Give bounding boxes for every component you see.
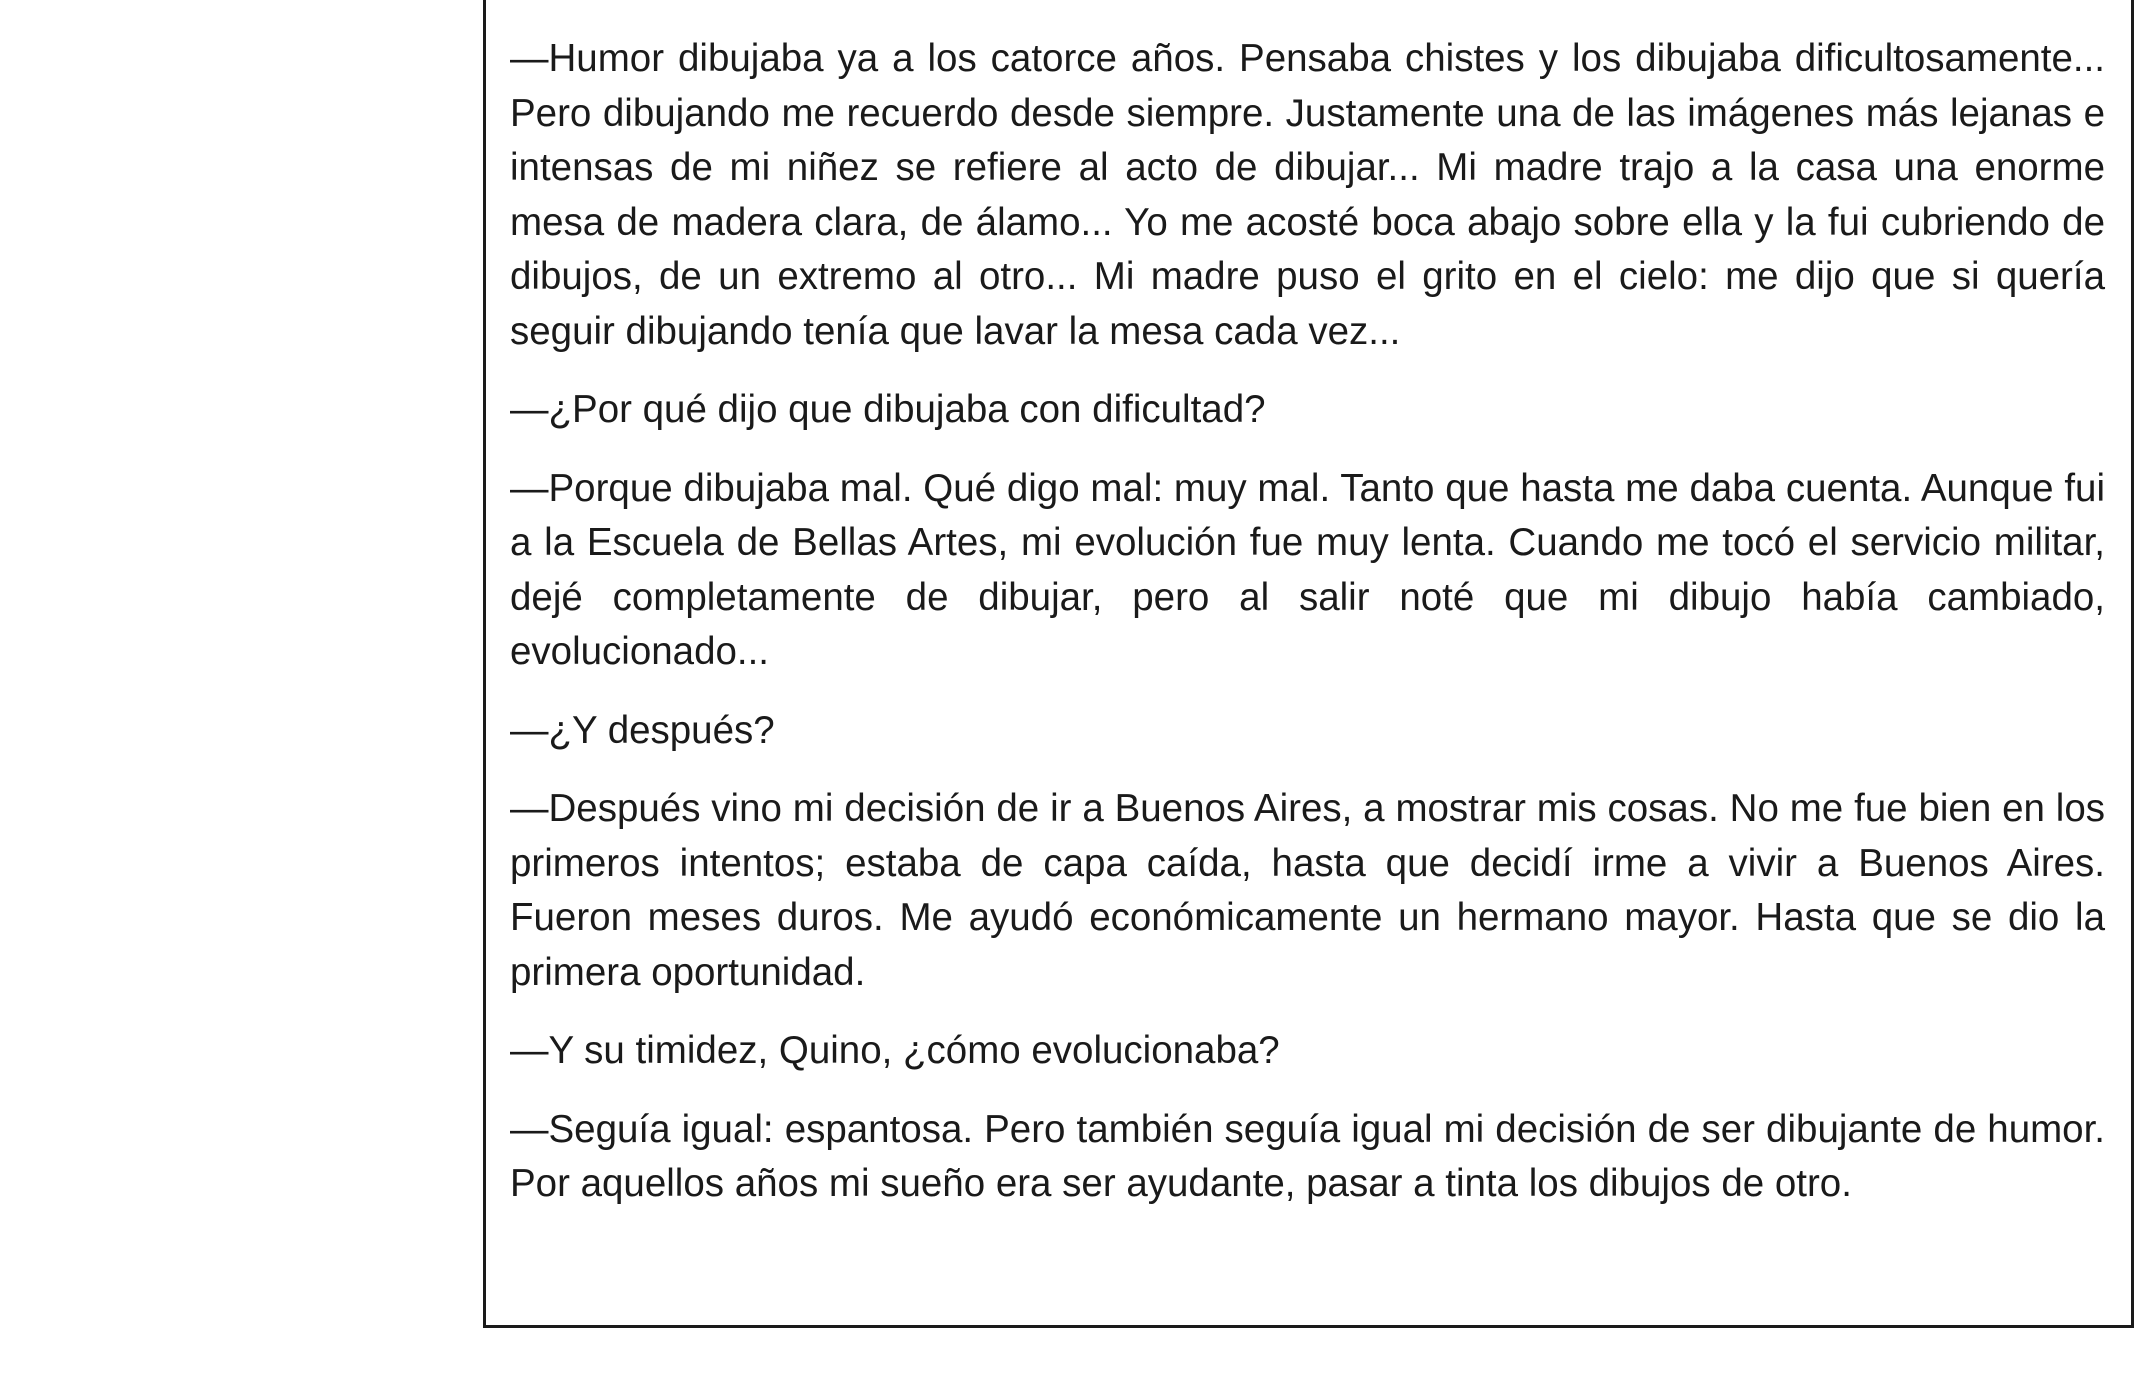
paragraph-answer-4: —Seguía igual: espantosa. Pero también seguía igual mi decisión de ser dibujante de humor. Por aquellos años mi sueño era ser ayudante, pasar a tinta los dibujos de otro. — [510, 1107, 2105, 1205]
paragraph-question-1: —¿Por qué dijo que dibujaba con dificultad? — [510, 388, 1266, 431]
paragraph-answer-2: —Porque dibujaba mal. Qué digo mal: muy mal. Tanto que hasta me daba cuenta. Aunque fui a la Escuela de Bellas Artes, mi evolución fue muy lenta. Cuando me tocó el servicio militar, dejé completamente de dibujar, pero al salir noté que mi dibujo había cambiado, evolucionado... — [510, 466, 2105, 673]
paragraph-question-2: —¿Y después? — [510, 708, 775, 752]
paragraph-answer-3: —Después vino mi decisión de ir a Buenos Aires, a mostrar mis cosas. No me fue bien en los primeros intentos; estaba de capa caída, hasta que decidí irme a vivir a Buenos Aires. Fueron meses duros. Me ayudó económicamente un hermano mayor. Hasta que se dio la primera oportunidad. — [510, 787, 2105, 994]
interview-text-box — [483, 0, 2134, 1328]
paragraph-answer-1: —Humor dibujaba ya a los catorce años. Pensaba chistes y los dibujaba dificultosamente... Pero dibujando me recuerdo desde siempre. Justamente una de las imágenes más lejanas e intensas de mi niñez se refiere al acto de dibujar... Mi madre trajo a la casa una enorme mesa de madera clara, de álamo... Yo me acosté boca abajo sobre ella y la fui cubriendo de dibujos, de un extremo al otro... Mi madre puso el grito en el cielo: me dijo que si quería seguir dibujando tenía que lavar la mesa cada vez... — [510, 37, 2105, 353]
paragraph-question-3: —Y su timidez, Quino, ¿cómo evolucionaba? — [510, 1029, 1280, 1072]
